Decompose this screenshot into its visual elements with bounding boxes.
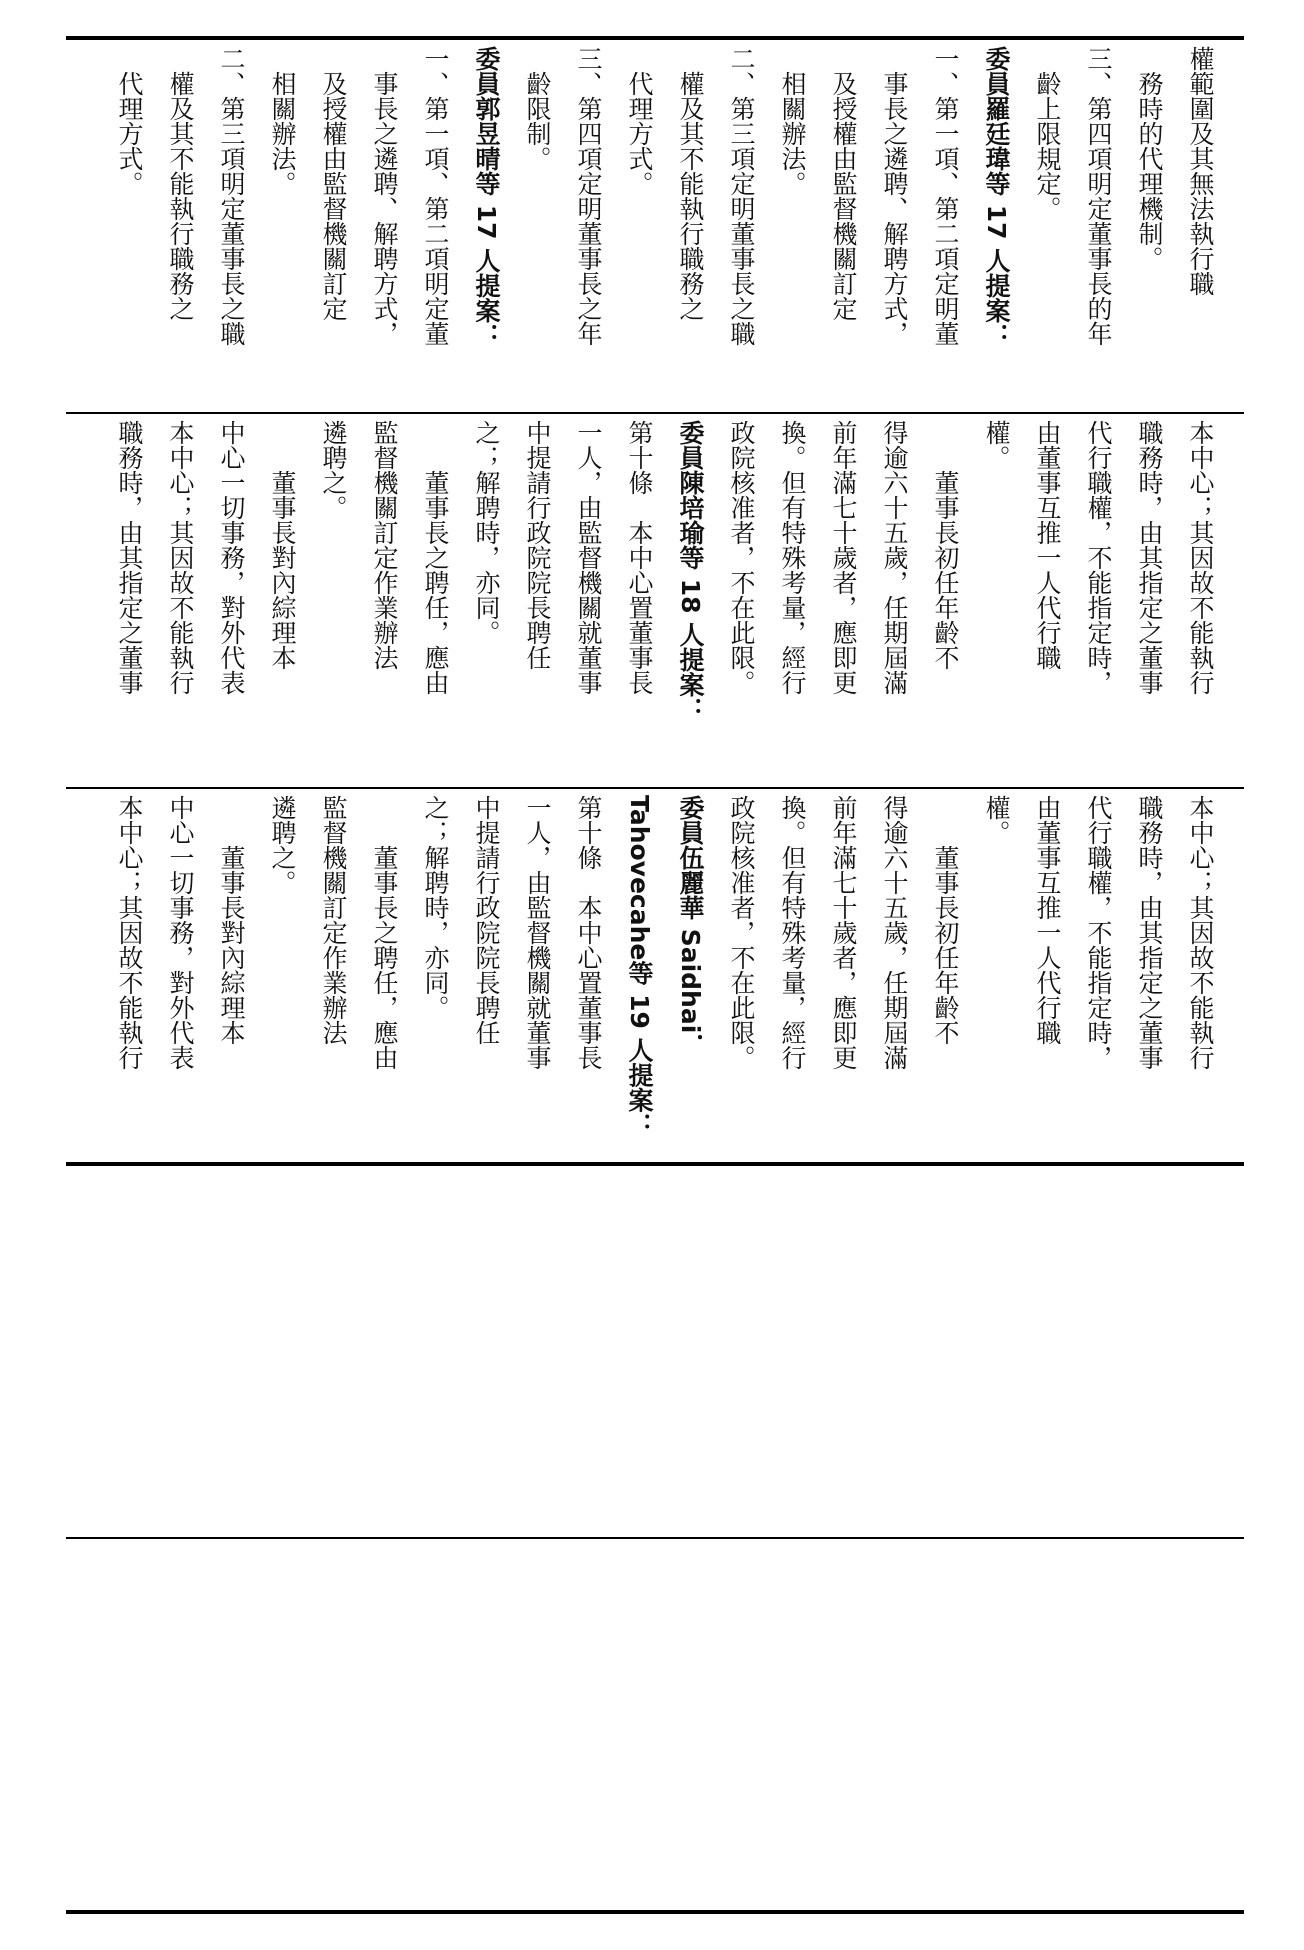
text-line: 齡上限規定。 xyxy=(1033,46,1062,221)
text-line: 二、第三項定明董事長之職 xyxy=(727,46,756,346)
text-line: 中心一切事務，對外代表 xyxy=(166,795,195,1070)
empty-section-1 xyxy=(66,1166,1244,1537)
proposal-heading: 委員伍麗華 Saidhai． xyxy=(676,795,705,1059)
text-line: 一、第一項、第二項定明董 xyxy=(931,46,960,346)
text-line: 中提請行政院院長聘任 xyxy=(472,795,501,1045)
text-line: 權。 xyxy=(982,795,1011,845)
text-line: 之；解聘時，亦同。 xyxy=(472,420,501,645)
text-line: 政院核准者，不在此限。 xyxy=(727,420,756,695)
text-line: 三、第四項明定董事長的年 xyxy=(1084,46,1113,346)
text-line: 董事長對內綜理本 xyxy=(268,420,297,670)
text-line: 監督機關訂定作業辦法 xyxy=(319,795,348,1045)
text-line: 代理方式。 xyxy=(625,46,654,196)
text-line: 二、第三項明定董事長之職 xyxy=(217,46,246,346)
text-line: 務時的代理機制。 xyxy=(1135,46,1164,271)
text-line: 換。但有特殊考量，經行 xyxy=(778,420,807,695)
text-line: 一、第一項、第二項明定董 xyxy=(421,46,450,346)
text-line: 中提請行政院院長聘任 xyxy=(523,420,552,670)
text-line: 事長之遴聘、解聘方式， xyxy=(880,46,909,346)
proposal-heading: 委員郭昱晴等 17 人提案： xyxy=(472,46,501,349)
text-line: 本中心；其因故不能執行 xyxy=(166,420,195,695)
proposal-heading: Tahovecahe等 19 人提案： xyxy=(625,795,654,1138)
text-line: 政院核准者，不在此限。 xyxy=(727,795,756,1070)
empty-section-2 xyxy=(66,1539,1244,1910)
text-line: 本中心；其因故不能執行 xyxy=(1186,795,1215,1070)
text-line: 遴聘之。 xyxy=(319,420,348,520)
text-line: 由董事互推一人代行職 xyxy=(1033,795,1062,1045)
text-line: 權及其不能執行職務之 xyxy=(166,46,195,321)
text-line: 由董事互推一人代行職 xyxy=(1033,420,1062,670)
text-line: 代行職權，不能指定時， xyxy=(1084,795,1113,1070)
text-line: 職務時，由其指定之董事 xyxy=(115,420,144,695)
text-line: 前年滿七十歲者，應即更 xyxy=(829,420,858,695)
text-line: 職務時，由其指定之董事 xyxy=(1135,420,1164,695)
proposal-wu-section xyxy=(66,789,1244,1162)
text-line: 監督機關訂定作業辦法 xyxy=(370,420,399,670)
text-line: 遴聘之。 xyxy=(268,795,297,895)
text-line: 之；解聘時，亦同。 xyxy=(421,795,450,1020)
bottom-rule xyxy=(66,1910,1244,1914)
text-line: 本中心；其因故不能執行 xyxy=(1186,420,1215,695)
explanation-section xyxy=(66,40,1244,412)
text-line: 董事長初任年齡不 xyxy=(931,420,960,670)
text-line: 權。 xyxy=(982,420,1011,470)
text-line: 三、第四項定明董事長之年 xyxy=(574,46,603,346)
text-line: 一人，由監督機關就董事 xyxy=(574,420,603,695)
text-line: 董事長對內綜理本 xyxy=(217,795,246,1045)
proposal-heading: 委員陳培瑜等 18 人提案： xyxy=(676,420,705,723)
proposal-heading: 委員羅廷瑋等 17 人提案： xyxy=(982,46,1011,349)
text-line: 相關辦法。 xyxy=(778,46,807,196)
text-line: 第十條 本中心置董事長 xyxy=(574,795,603,1070)
text-line: 董事長之聘任，應由 xyxy=(370,795,399,1070)
proposal-chen-section xyxy=(66,414,1244,787)
text-line: 齡限制。 xyxy=(523,46,552,171)
text-line: 得逾六十五歲，任期屆滿 xyxy=(880,420,909,695)
text-line: 權範圍及其無法執行職 xyxy=(1186,46,1215,296)
text-line: 本中心；其因故不能執行 xyxy=(115,795,144,1070)
text-line: 換。但有特殊考量，經行 xyxy=(778,795,807,1070)
text-line: 相關辦法。 xyxy=(268,46,297,196)
text-line: 及授權由監督機關訂定 xyxy=(319,46,348,321)
text-line: 代理方式。 xyxy=(115,46,144,196)
text-line: 董事長之聘任，應由 xyxy=(421,420,450,695)
text-line: 職務時，由其指定之董事 xyxy=(1135,795,1164,1070)
text-line: 權及其不能執行職務之 xyxy=(676,46,705,321)
text-line: 前年滿七十歲者，應即更 xyxy=(829,795,858,1070)
text-line: 代行職權，不能指定時， xyxy=(1084,420,1113,695)
text-line: 第十條 本中心置董事長 xyxy=(625,420,654,695)
text-line: 中心一切事務，對外代表 xyxy=(217,420,246,695)
text-line: 一人，由監督機關就董事 xyxy=(523,795,552,1070)
text-line: 事長之遴聘、解聘方式， xyxy=(370,46,399,346)
text-line: 得逾六十五歲，任期屆滿 xyxy=(880,795,909,1070)
text-line: 董事長初任年齡不 xyxy=(931,795,960,1045)
text-line: 及授權由監督機關訂定 xyxy=(829,46,858,321)
